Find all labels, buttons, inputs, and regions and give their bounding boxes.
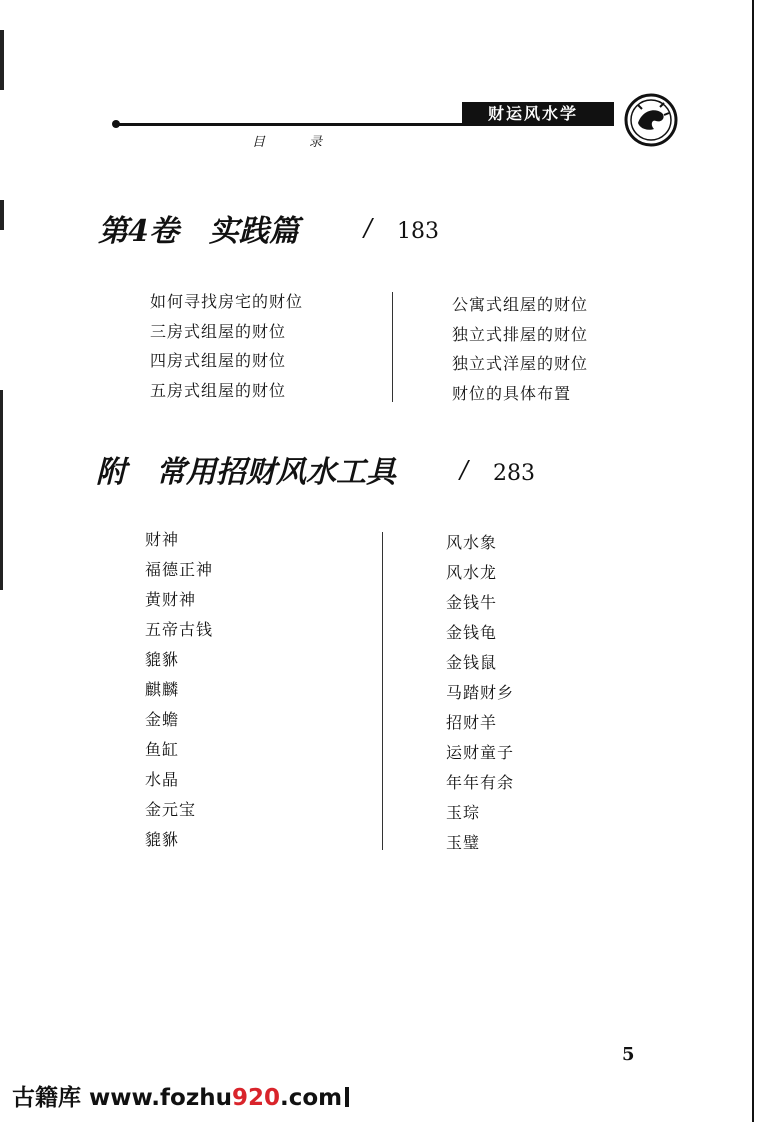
toc-entry[interactable]: 独立式排屋的财位 — [452, 324, 589, 344]
toc-entry[interactable]: 黄财神 — [145, 590, 197, 609]
toc-entry[interactable]: 貔貅 — [145, 650, 180, 669]
scan-edge-mark — [0, 30, 4, 90]
toc-entry[interactable]: 五房式组屋的财位 — [150, 380, 287, 400]
toc-entry[interactable]: 金元宝 — [145, 800, 197, 819]
toc-entry[interactable]: 麒麟 — [145, 680, 180, 699]
toc-entry[interactable]: 如何寻找房宅的财位 — [150, 292, 304, 311]
page-margin — [752, 0, 768, 1122]
toc-entry[interactable]: 风水象 — [446, 533, 498, 552]
book-title-banner: 财运风水学 — [462, 102, 614, 126]
watermark-cursor-bar — [345, 1087, 349, 1107]
section-4-slash: / — [364, 214, 373, 242]
scan-edge-mark — [0, 390, 3, 590]
scan-edge-mark — [0, 200, 4, 230]
toc-entry[interactable]: 玉琮 — [446, 803, 481, 822]
toc-entry[interactable]: 五帝古钱 — [145, 620, 214, 639]
toc-entry[interactable]: 年年有余 — [446, 773, 515, 792]
appendix-left-list — [145, 525, 213, 855]
toc-entry[interactable]: 四房式组屋的财位 — [150, 351, 287, 370]
toc-entry[interactable]: 招财羊 — [446, 713, 498, 732]
toc-entry[interactable]: 金钱龟 — [446, 623, 498, 642]
toc-entry[interactable]: 独立式洋屋的财位 — [452, 354, 589, 373]
toc-entry[interactable]: 风水龙 — [446, 563, 498, 582]
toc-entry[interactable]: 金钱鼠 — [446, 653, 498, 672]
contents-label: 目录 — [252, 135, 367, 150]
section-4-left-list — [150, 287, 303, 405]
toc-entry[interactable]: 玉璧 — [446, 833, 481, 852]
appendix-title: 附 常用招财风水工具 — [96, 455, 396, 490]
column-divider — [382, 532, 383, 850]
watermark-highlight: 920 — [231, 1085, 280, 1111]
toc-entry[interactable]: 鱼缸 — [145, 740, 180, 759]
toc-entry[interactable]: 财神 — [145, 530, 180, 549]
section-4-page-number: 183 — [397, 219, 439, 244]
toc-entry[interactable]: 水晶 — [145, 770, 180, 789]
dragon-emblem-icon — [624, 93, 678, 147]
page-number: 5 — [622, 1044, 635, 1065]
appendix-page-number: 283 — [493, 461, 535, 486]
toc-entry[interactable]: 三房式组屋的财位 — [150, 321, 287, 341]
site-watermark[interactable] — [12, 1079, 349, 1112]
toc-entry[interactable]: 福德正神 — [145, 560, 214, 579]
section-4-right-list — [452, 290, 588, 408]
toc-entry[interactable]: 金钱牛 — [446, 593, 498, 612]
watermark-suffix: .com — [279, 1085, 343, 1111]
watermark-prefix: 古籍库 www.fozhu — [12, 1085, 232, 1111]
toc-entry[interactable]: 运财童子 — [446, 743, 515, 762]
appendix-slash: / — [460, 456, 469, 484]
toc-entry[interactable]: 金蟾 — [145, 710, 180, 729]
scan-edge-line — [752, 0, 754, 1122]
toc-entry[interactable]: 财位的具体布置 — [452, 383, 572, 403]
header-rule-dot — [112, 120, 120, 128]
appendix-right-list — [446, 528, 514, 858]
toc-entry[interactable]: 公寓式组屋的财位 — [452, 295, 589, 314]
toc-entry[interactable]: 貔貅 — [145, 830, 180, 849]
column-divider — [392, 292, 393, 402]
toc-entry[interactable]: 马踏财乡 — [446, 683, 515, 702]
section-4-title: 第4卷 实践篇 — [98, 214, 299, 249]
